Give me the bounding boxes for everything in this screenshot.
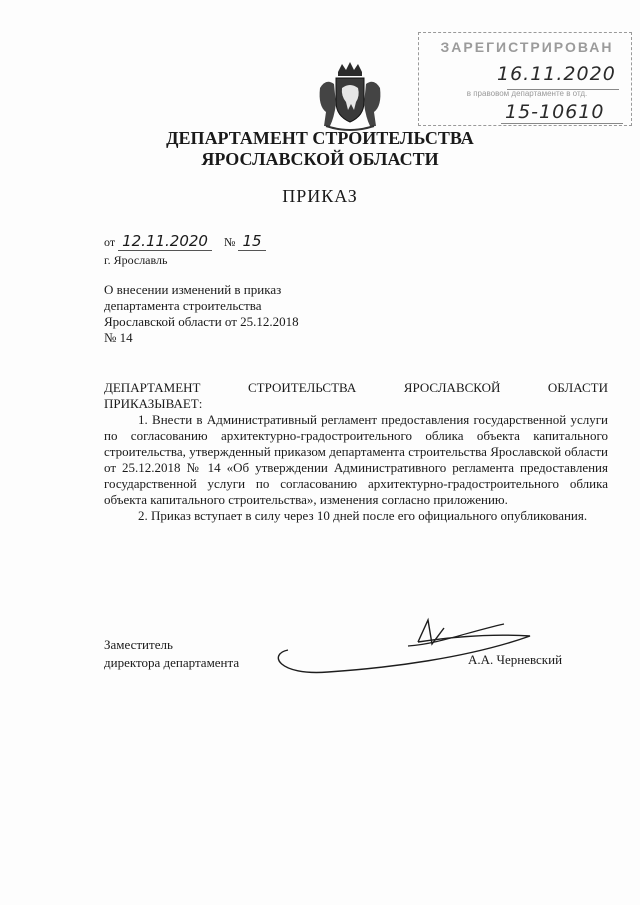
preamble-line2: ПРИКАЗЫВАЕТ:: [104, 396, 203, 411]
subject-line4: № 14: [104, 330, 133, 345]
stamp-number-underline: [501, 123, 623, 124]
stamp-note: в правовом департаменте в отд.: [466, 89, 588, 98]
document-body: [104, 380, 608, 524]
department-title: [0, 128, 640, 170]
stamp-date: 16.11.2020: [497, 63, 616, 85]
city: г. Ярославль: [104, 253, 168, 267]
number-label: №: [223, 235, 236, 249]
document-date: 12.11.2020: [118, 232, 212, 251]
date-number-line: [104, 232, 266, 251]
document-number: 15: [238, 232, 265, 251]
from-label: от: [104, 235, 116, 249]
preamble-line1: ДЕПАРТАМЕНТ СТРОИТЕЛЬСТВА ЯРОСЛАВСКОЙ ОБЛАСТИ: [104, 380, 608, 395]
position-line1: Заместитель: [104, 637, 173, 652]
position-line2: директора департамента: [104, 655, 240, 670]
subject-line1: О внесении изменений в приказ: [104, 282, 282, 297]
document-meta: [104, 232, 266, 269]
order-item-2: 2. Приказ вступает в силу через 10 дней после его официального опубликования.: [138, 508, 588, 523]
document-subject: [104, 282, 364, 346]
order-item-1: 1. Внести в Административный регламент предоставления государственной услуги по согласованию архитектурно-градостроительного облика объекта капитального строительства, утвержденный приказом департамента строительства Ярославской области от 25.12.2018 № 14 «Об утверждении Административного регламента предоставления государственной услуги по согласованию архитектурно-градостроительного облика объекта капитального строительства», изменения согласно приложению.: [104, 412, 608, 507]
coat-of-arms-icon: [312, 58, 388, 134]
subject-line3: Ярославской области от 25.12.2018: [104, 314, 299, 329]
stamp-title: ЗАРЕГИСТРИРОВАН: [440, 39, 614, 55]
registration-stamp: [418, 32, 632, 126]
department-title-line1: ДЕПАРТАМЕНТ СТРОИТЕЛЬСТВА: [166, 128, 474, 148]
handwritten-signature-icon: [268, 614, 558, 684]
signatory-name: А.А. Черневский: [468, 652, 563, 667]
subject-line2: департамента строительства: [104, 298, 262, 313]
signatory-position: [104, 636, 239, 672]
stamp-number: 15-10610: [505, 101, 605, 123]
document-type: ПРИКАЗ: [282, 186, 358, 206]
department-title-line2: ЯРОСЛАВСКОЙ ОБЛАСТИ: [201, 149, 439, 169]
